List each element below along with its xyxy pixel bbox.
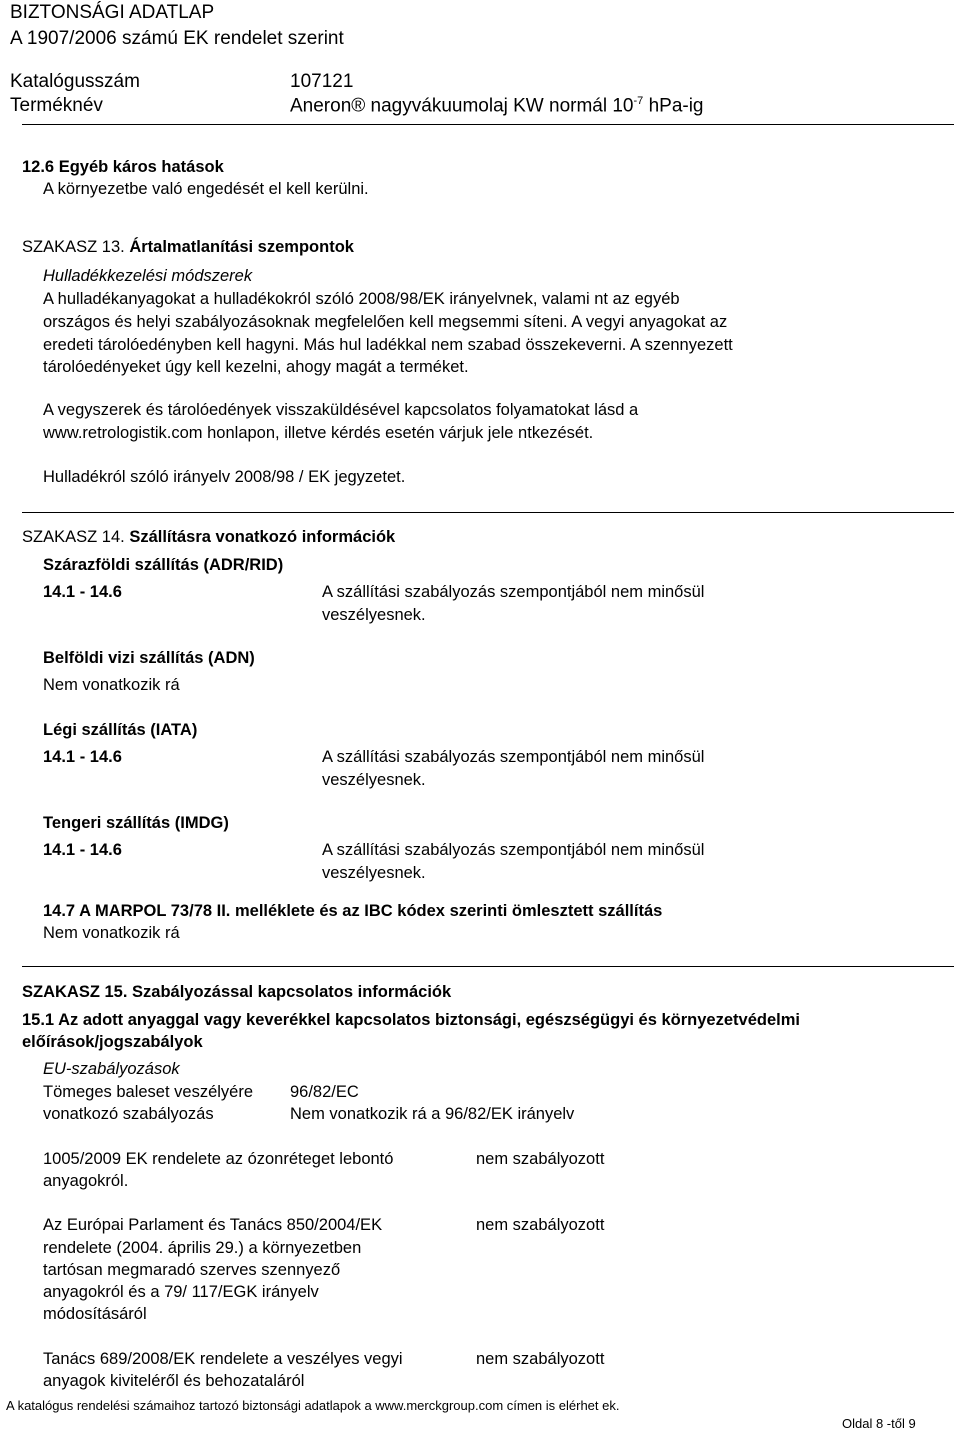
regulation-subtitle: A 1907/2006 számú EK rendelet szerint	[10, 28, 344, 49]
s15-1-heading-line1: 15.1 Az adott anyaggal vagy keverékkel kapcsolatos biztonsági, egészségügyi és környezetvédelmi	[22, 1011, 800, 1029]
section-15-title: Szabályozással kapcsolatos információk	[132, 983, 452, 1001]
section-14-title: Szállításra vonatkozó információk	[129, 528, 396, 546]
s13-p3: Hulladékról szóló irányelv 2008/98 / EK jegyzetet.	[43, 468, 406, 486]
inland-water-heading: Belföldi vizi szállítás (ADN)	[43, 649, 255, 667]
pic-value: nem szabályozott	[476, 1350, 605, 1368]
product-name: Aneron® nagyvákuumolaj KW normál 10	[290, 95, 634, 117]
section-15-label: SZAKASZ 15.	[22, 983, 128, 1001]
ozone-label-line1: 1005/2009 EK rendelete az ózonréteget lebontó	[43, 1150, 394, 1168]
product-unit: hPa-ig	[648, 95, 704, 117]
marpol-text: Nem vonatkozik rá	[43, 924, 180, 942]
footer-note: A katalógus rendelési számaihoz tartozó biztonsági adatlapok a www.merckgroup.com címen is elérhet ek.	[6, 1398, 620, 1413]
ozone-value: nem szabályozott	[476, 1150, 605, 1168]
section-14-label: SZAKASZ 14.	[22, 528, 125, 546]
waste-methods-subtitle: Hulladékkezelési módszerek	[43, 267, 253, 285]
eu-regulations-heading: EU-szabályozások	[43, 1060, 180, 1078]
document-title: BIZTONSÁGI ADATLAP	[10, 2, 215, 23]
seveso-value-line1: 96/82/EC	[290, 1083, 359, 1101]
section-13-heading	[22, 236, 354, 258]
section-14-divider	[22, 966, 954, 967]
catalog-value: 107121	[290, 71, 354, 92]
marpol-heading: 14.7 A MARPOL 73/78 II. melléklete és az IBC kódex szerinti ömlesztett szállítás	[43, 902, 663, 920]
pop-label-line4: anyagokról és a 79/ 117/EGK irányelv	[43, 1283, 319, 1301]
sea-transport-text-line2: veszélyesnek.	[322, 864, 426, 882]
land-transport-text-line2: veszélyesnek.	[322, 606, 426, 624]
seveso-label-line2: vonatkozó szabályozás	[43, 1105, 214, 1123]
s13-p1-line2: országos és helyi szabályozásoknak megfelelően kell megsemmi síteni. A vegyi anyagokat az	[43, 313, 728, 331]
s13-p1-line3: eredeti tárolóedényben kell hagyni. Más hul ladékkal nem szabad összekeverni. A szennyezett	[43, 336, 733, 354]
seveso-label-line1: Tömeges baleset veszélyére	[43, 1083, 254, 1101]
air-transport-range: 14.1 - 14.6	[43, 748, 122, 766]
section-15-heading	[22, 981, 451, 1003]
section-13-divider	[22, 512, 954, 513]
section-12-6-text: A környezetbe való engedését el kell kerülni.	[43, 180, 369, 198]
s13-p1-line4: tárolóedényeket úgy kell kezelni, ahogy magát a terméket.	[43, 358, 469, 376]
header-divider	[22, 124, 954, 125]
seveso-value-line2: Nem vonatkozik rá a 96/82/EK irányelv	[290, 1105, 575, 1123]
pop-label-line2: rendelete (2004. április 29.) a környezetben	[43, 1239, 362, 1257]
sea-transport-text-line1: A szállítási szabályozás szempontjából nem minősül	[322, 841, 705, 859]
section-13-label: SZAKASZ 13.	[22, 238, 125, 256]
pop-value: nem szabályozott	[476, 1216, 605, 1234]
pic-label-line1: Tanács 689/2008/EK rendelete a veszélyes vegyi	[43, 1350, 403, 1368]
pop-label-line1: Az Európai Parlament és Tanács 850/2004/EK	[43, 1216, 383, 1234]
land-transport-heading: Szárazföldi szállítás (ADR/RID)	[43, 556, 284, 574]
product-exponent: -7	[633, 95, 644, 107]
product-value	[290, 95, 704, 117]
s15-1-heading-line2: előírások/jogszabályok	[22, 1033, 203, 1051]
s13-p1-line1: A hulladékanyagokat a hulladékokról szóló 2008/98/EK irányelvnek, valami nt az egyéb	[43, 290, 680, 308]
product-label: Terméknév	[10, 95, 103, 116]
air-transport-text-line1: A szállítási szabályozás szempontjából nem minősül	[322, 748, 705, 766]
ozone-label-line2: anyagokról.	[43, 1172, 129, 1190]
air-transport-text-line2: veszélyesnek.	[322, 771, 426, 789]
catalog-label: Katalógusszám	[10, 71, 140, 92]
s13-p2-line2[interactable]: www.retrologistik.com honlapon, illetve kérdés esetén várjuk jele ntkezését.	[43, 424, 594, 442]
page-number: Oldal 8 -től 9	[842, 1416, 916, 1431]
inland-water-text: Nem vonatkozik rá	[43, 676, 180, 694]
pop-label-line5: módosításáról	[43, 1305, 147, 1323]
section-14-heading	[22, 526, 395, 548]
air-transport-heading: Légi szállítás (IATA)	[43, 721, 198, 739]
pic-label-line2: anyagok kiviteléről és behozataláról	[43, 1372, 305, 1390]
land-transport-text-line1: A szállítási szabályozás szempontjából nem minősül	[322, 583, 705, 601]
s13-p2-line1: A vegyszerek és tárolóedények visszaküldésével kapcsolatos folyamatokat lásd a	[43, 401, 639, 419]
land-transport-range: 14.1 - 14.6	[43, 583, 122, 601]
pop-label-line3: tartósan megmaradó szerves szennyező	[43, 1261, 341, 1279]
sea-transport-heading: Tengeri szállítás (IMDG)	[43, 814, 229, 832]
sea-transport-range: 14.1 - 14.6	[43, 841, 122, 859]
section-12-6-heading: 12.6 Egyéb káros hatások	[22, 158, 224, 176]
section-13-title: Ártalmatlanítási szempontok	[129, 238, 354, 256]
